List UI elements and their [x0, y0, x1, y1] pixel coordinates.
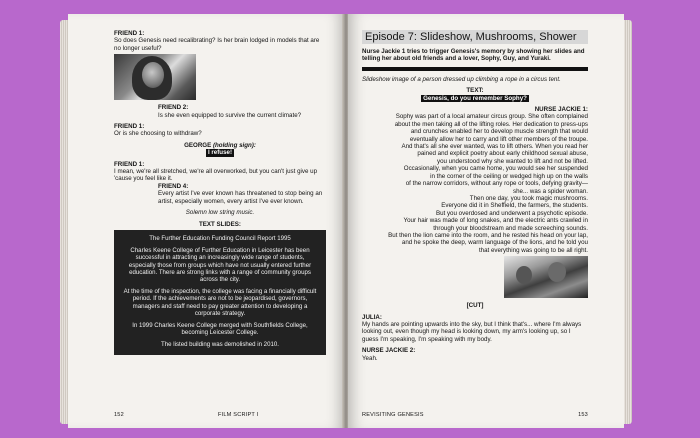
right-page	[348, 14, 624, 428]
nj1-line: Your hair was made of long snakes, and the electric ants crawled in	[403, 217, 588, 225]
left-page-content	[114, 30, 326, 355]
left-page	[68, 14, 344, 428]
line-friend-1: So does Genesis need recalibrating? Is her brain lodged in models that are no longer useful?	[114, 37, 320, 52]
nj1-line: But then the lion came into the room, and he rested his head on your lap,	[388, 231, 588, 239]
nj1-line: of the narrow corridors, without any rope or tools, defying gravity—	[405, 180, 588, 188]
text-slide: Genesis, do you remember Sophy?	[423, 94, 527, 102]
nj1-line: about the men taking all of the lifting roles. Her dedication to press-ups	[394, 120, 588, 128]
line-friend-1c: I mean, we're all stretched, we're all overworked, but you can't just give up 'cause you feel like it.	[114, 168, 318, 183]
left-page-number: 152	[114, 412, 124, 418]
speaker-nurse-jackie-2: NURSE JACKIE 2:	[362, 347, 416, 355]
black-rule	[362, 67, 588, 71]
right-running-head: REVISITING GENESIS	[362, 412, 424, 418]
episode-title: Episode 7: Slideshow, Mushrooms, Shower	[362, 30, 588, 44]
speaker-nurse-jackie-1: NURSE JACKIE 1:	[534, 106, 588, 114]
group-photo	[504, 256, 588, 298]
line-julia: My hands are pointing upwards into the sky, but I think that's... where I'm always looking out, even though my head is looking down, my arm's looking up, so I guess I'm speaking, I'm speaking with my body.	[362, 320, 582, 343]
nj1-line: and he spoke the deep, warm language of the lions, and he told you	[401, 239, 588, 247]
slide-text-1: Charles Keene College of Further Education in Leicester has been successful in attracting an increasingly wide range of students, especially those from groups which have not usually entered further education. There are strong links with a range of community groups across the city.	[128, 247, 312, 283]
nurse-jackie-1-speech	[362, 113, 588, 254]
text-label: TEXT:	[466, 87, 484, 95]
speaker-friend-2: FRIEND 2:	[158, 104, 189, 112]
line-friend-1b: Or is she choosing to withdraw?	[114, 130, 202, 138]
right-page-content	[362, 30, 588, 362]
nj1-line: Everyone did it in Sheffield, the farmers, the students.	[441, 202, 588, 210]
left-running-head: FILM SCRIPT I	[218, 412, 259, 418]
slide-text-4: The listed building was demolished in 2010.	[161, 341, 279, 349]
george-sign: I refuse!	[207, 149, 233, 157]
stage-direction-music: Solemn low string music.	[185, 209, 255, 217]
nj1-line: in the corner of the ceiling or wedged high up on the walls	[430, 172, 588, 180]
text-slides-heading: TEXT SLIDES:	[199, 220, 241, 228]
nj1-line: and crunches enabled her to develop muscle strength that would	[410, 128, 588, 136]
slides-subheading: The Further Education Funding Council Report 1995	[149, 234, 291, 242]
episode-intro: Nurse Jackie 1 tries to trigger Genesis's memory by showing her slides and telling her about old friends and a lover, Sophy, Guy, and Yuraki.	[362, 48, 585, 63]
nj1-line: you understood why she wanted to lift and not be lifted.	[436, 157, 588, 165]
nj1-line: But you overdosed and underwent a psychotic episode.	[435, 209, 588, 217]
nj1-line: Sophy was part of a local amateur circus group. She often complained	[395, 113, 588, 121]
slide-text-2: At the time of the inspection, the college was facing a financially difficult period. If the achievements are not to be jeopardised, governors, managers and staff need to pay greater attention to developing a corporate strategy.	[123, 288, 317, 317]
nj1-line: she... was a spider woman.	[513, 187, 588, 195]
nj1-line: And that's all she ever wanted, was to lift others. When you read her	[401, 143, 588, 151]
speaker-friend-1b: FRIEND 1:	[114, 123, 145, 131]
open-book	[60, 10, 632, 430]
nj1-line: that everything was going to be all right.	[478, 246, 588, 254]
text-slides-box	[114, 230, 326, 355]
nj1-line: eventually allow her to carry and lift other members of the troupe.	[409, 135, 588, 143]
line-friend-4: Every artist I've ever known has threatened to stop being an artist, especially women, every artist I've ever known.	[158, 190, 323, 205]
speaker-julia: JULIA:	[362, 313, 382, 321]
george-direction: (holding sign):	[212, 141, 256, 149]
speaker-friend-1c: FRIEND 1:	[114, 160, 145, 168]
speaker-friend-4: FRIEND 4:	[158, 182, 189, 190]
line-nurse-jackie-2: Yeah.	[362, 354, 378, 362]
line-friend-2: Is she even equipped to survive the current climate?	[158, 111, 302, 119]
speaker-friend-1: FRIEND 1:	[114, 30, 145, 37]
nj1-line: Then one day, you took magic mushrooms.	[469, 194, 588, 202]
right-page-number: 153	[578, 412, 588, 418]
slideshow-direction: Slideshow image of a person dressed up climbing a rope in a circus tent.	[362, 75, 561, 83]
slide-text-3: In 1999 Charles Keene College merged with Southfields College, becoming Leicester College.	[132, 321, 308, 337]
nj1-line: pained and explicit poetry about early childhood sexual abuse,	[417, 150, 588, 158]
nj1-line: Occasionally, when you came home, you would see her suspended	[403, 165, 588, 173]
speaker-george: GEORGE	[184, 141, 212, 149]
cut-marker: [CUT]	[466, 302, 484, 310]
portrait-photo	[114, 54, 196, 100]
nj1-line: through your bloodstream and made screeching sounds.	[433, 224, 588, 232]
